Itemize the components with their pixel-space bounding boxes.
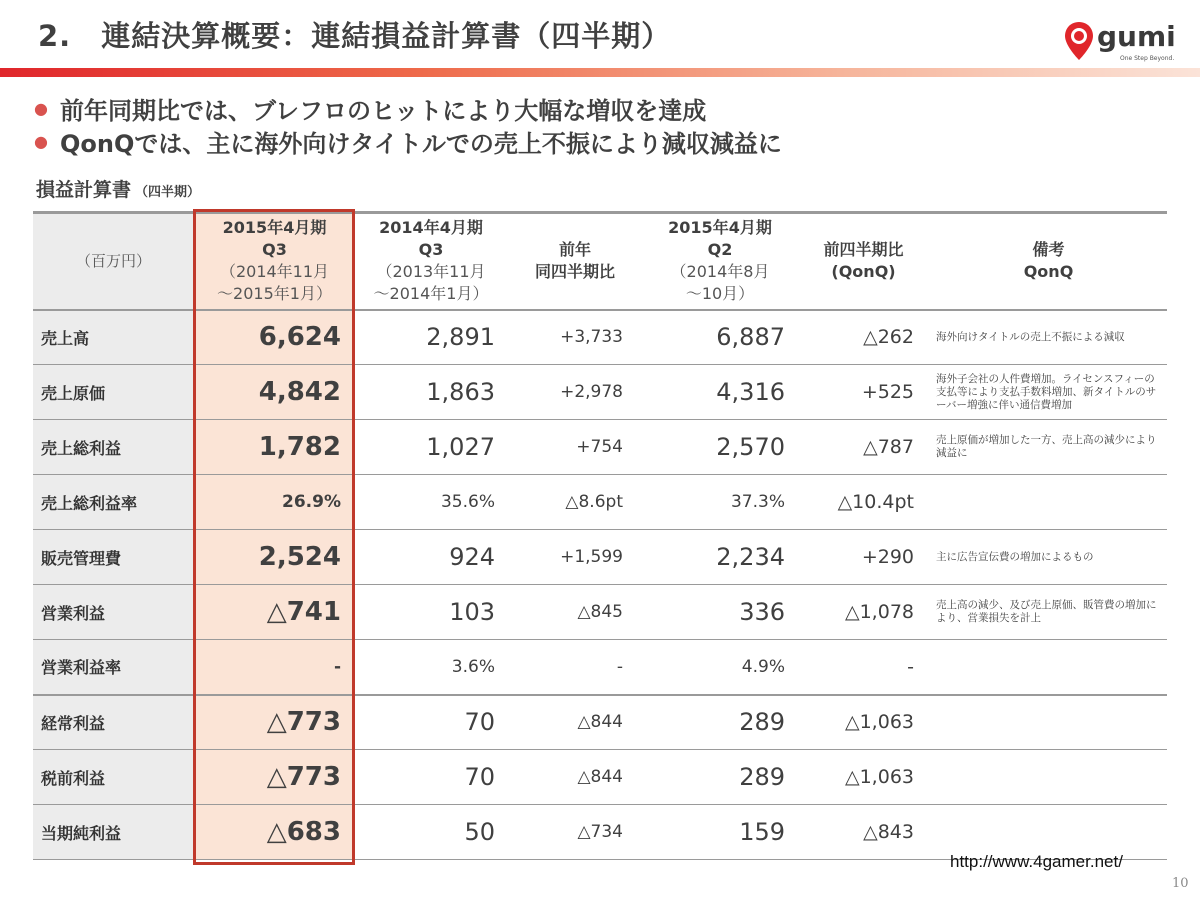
cell-q2-2015: 4,316 xyxy=(643,365,797,420)
cell-q3-2015: △683 xyxy=(194,805,355,860)
header-line: QonQ xyxy=(1023,262,1074,282)
header-line: 2015年4月期 xyxy=(668,218,772,238)
header-line: 備考 xyxy=(1032,240,1065,260)
header-notes xyxy=(930,213,1167,310)
cell-qoq: △1,063 xyxy=(797,750,930,805)
cell-q3-2015: 1,782 xyxy=(194,420,355,475)
logo-tagline: One Step Beyond. xyxy=(1120,55,1175,62)
cell-q2-2015: 289 xyxy=(643,695,797,750)
row-label: 売上高 xyxy=(33,310,194,365)
row-label: 売上総利益率 xyxy=(33,475,194,530)
header-line: 2015年4月期 xyxy=(222,218,327,238)
table-row xyxy=(33,585,1167,640)
cell-q3-2015: △773 xyxy=(194,750,355,805)
header-line: Q3 xyxy=(262,240,287,260)
row-label: 営業利益 xyxy=(33,585,194,640)
cell-q2-2015: 289 xyxy=(643,750,797,805)
cell-q3-2015: △741 xyxy=(194,585,355,640)
cell-q2-2015: 336 xyxy=(643,585,797,640)
bullet-item xyxy=(34,92,782,125)
header-line: ～10月） xyxy=(685,284,755,304)
cell-qoq: △10.4pt xyxy=(797,475,930,530)
header-line: 2014年4月期 xyxy=(379,218,483,238)
cell-yoy: △734 xyxy=(507,805,643,860)
header-line: ～2014年1月） xyxy=(373,284,489,304)
cell-yoy: - xyxy=(507,640,643,695)
row-label: 経常利益 xyxy=(33,695,194,750)
cell-yoy: △845 xyxy=(507,585,643,640)
cell-q3-2015: - xyxy=(194,640,355,695)
cell-q3-2014: 1,027 xyxy=(355,420,507,475)
cell-qoq: △843 xyxy=(797,805,930,860)
header-line: （2014年8月 xyxy=(670,262,770,282)
summary-bullets xyxy=(34,92,782,158)
cell-q3-2014: 103 xyxy=(355,585,507,640)
table-row xyxy=(33,310,1167,365)
cell-qoq: +290 xyxy=(797,530,930,585)
title-gradient-bar xyxy=(0,68,1200,77)
row-label: 売上原価 xyxy=(33,365,194,420)
cell-q3-2015: △773 xyxy=(194,695,355,750)
header-q3-2014 xyxy=(355,213,507,310)
cell-q2-2015: 37.3% xyxy=(643,475,797,530)
header-q2-2015 xyxy=(643,213,797,310)
cell-q3-2015: 26.9% xyxy=(194,475,355,530)
bullet-dot-icon: ● xyxy=(34,132,48,151)
cell-qoq: △787 xyxy=(797,420,930,475)
header-line: （2014年11月 xyxy=(219,262,330,282)
bullet-dot-icon: ● xyxy=(34,99,48,118)
cell-yoy: +2,978 xyxy=(507,365,643,420)
table-row xyxy=(33,750,1167,805)
header-line: Q3 xyxy=(418,240,444,260)
cell-note: 売上原価が増加した一方、売上高の減少により減益に xyxy=(930,420,1167,475)
cell-q3-2015: 6,624 xyxy=(194,310,355,365)
income-statement-table xyxy=(33,211,1167,860)
cell-yoy: △844 xyxy=(507,695,643,750)
cell-yoy: △844 xyxy=(507,750,643,805)
cell-yoy: △8.6pt xyxy=(507,475,643,530)
cell-q2-2015: 2,570 xyxy=(643,420,797,475)
cell-q3-2015: 4,842 xyxy=(194,365,355,420)
table-row xyxy=(33,640,1167,695)
cell-note xyxy=(930,475,1167,530)
row-label: 売上総利益 xyxy=(33,420,194,475)
bullet-item xyxy=(34,125,782,158)
source-url: http://www.4gamer.net/ xyxy=(950,852,1123,871)
row-label: 販売管理費 xyxy=(33,530,194,585)
header-qoq xyxy=(797,213,930,310)
row-label: 当期純利益 xyxy=(33,805,194,860)
cell-q2-2015: 2,234 xyxy=(643,530,797,585)
cell-q3-2014: 50 xyxy=(355,805,507,860)
cell-note: 売上高の減少、及び売上原価、販管費の増加により、営業損失を計上 xyxy=(930,585,1167,640)
header-line: 前四半期比 xyxy=(823,240,904,260)
page-number: 10 xyxy=(1172,876,1189,891)
table-row xyxy=(33,530,1167,585)
cell-qoq: △1,078 xyxy=(797,585,930,640)
logo-pin-icon xyxy=(1062,20,1096,64)
cell-q2-2015: 159 xyxy=(643,805,797,860)
section-title-note: （四半期） xyxy=(135,185,201,200)
bullet-text: 前年同期比では、ブレフロのヒットにより大幅な増収を達成 xyxy=(59,97,707,125)
cell-yoy: +3,733 xyxy=(507,310,643,365)
cell-q2-2015: 6,887 xyxy=(643,310,797,365)
cell-note: 主に広告宣伝費の増加によるもの xyxy=(930,530,1167,585)
cell-q3-2014: 3.6% xyxy=(355,640,507,695)
cell-q2-2015: 4.9% xyxy=(643,640,797,695)
cell-note xyxy=(930,640,1167,695)
header-line: (QonQ) xyxy=(831,262,896,282)
logo-wordmark: gumi xyxy=(1097,20,1176,53)
cell-qoq: - xyxy=(797,640,930,695)
table-row xyxy=(33,365,1167,420)
header-line: 前年 xyxy=(558,240,591,260)
cell-note: 海外子会社の人件費増加。ライセンスフィーの支払等により支払手数料増加、新タイトルのサーバー増強に伴い通信費増加 xyxy=(930,365,1167,420)
cell-note: 海外向けタイトルの売上不振による減収 xyxy=(930,310,1167,365)
table-header-row xyxy=(33,213,1167,310)
cell-q3-2014: 35.6% xyxy=(355,475,507,530)
cell-yoy: +754 xyxy=(507,420,643,475)
header-line: Q2 xyxy=(707,240,733,260)
cell-q3-2014: 70 xyxy=(355,750,507,805)
table-row xyxy=(33,475,1167,530)
row-label: 営業利益率 xyxy=(33,640,194,695)
cell-q3-2015: 2,524 xyxy=(194,530,355,585)
header-line: 同四半期比 xyxy=(534,262,615,282)
table-row xyxy=(33,695,1167,750)
section-title xyxy=(36,175,200,202)
header-line: （2013年11月 xyxy=(376,262,486,282)
cell-qoq: +525 xyxy=(797,365,930,420)
cell-note xyxy=(930,750,1167,805)
cell-q3-2014: 1,863 xyxy=(355,365,507,420)
bullet-text: QonQでは、主に海外向けタイトルでの売上不振により減収減益に xyxy=(59,130,782,158)
cell-qoq: △262 xyxy=(797,310,930,365)
page-title: 2. 連結決算概要：連結損益計算書（四半期） xyxy=(38,19,672,53)
table-row xyxy=(33,420,1167,475)
header-yoy xyxy=(507,213,643,310)
cell-q3-2014: 924 xyxy=(355,530,507,585)
row-label: 税前利益 xyxy=(33,750,194,805)
cell-note xyxy=(930,695,1167,750)
header-q3-2015 xyxy=(194,213,355,310)
cell-q3-2014: 2,891 xyxy=(355,310,507,365)
header-line: ～2015年1月） xyxy=(217,284,332,304)
unit-header: （百万円） xyxy=(33,213,194,310)
cell-qoq: △1,063 xyxy=(797,695,930,750)
cell-q3-2014: 70 xyxy=(355,695,507,750)
cell-yoy: +1,599 xyxy=(507,530,643,585)
gumi-logo xyxy=(1062,20,1176,64)
section-title-text: 損益計算書 xyxy=(36,179,132,201)
